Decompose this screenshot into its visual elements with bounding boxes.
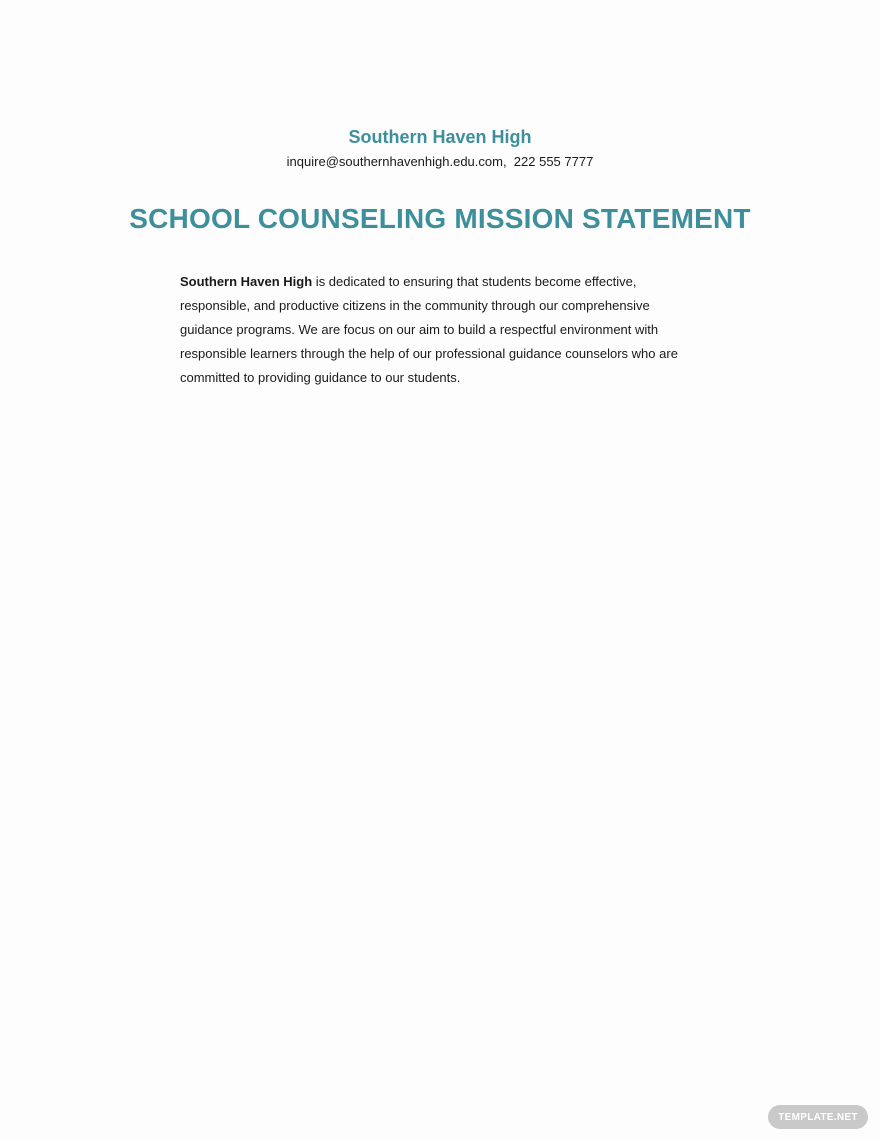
- mission-statement-lead: Southern Haven High: [180, 274, 313, 289]
- document-title: SCHOOL COUNSELING MISSION STATEMENT: [129, 203, 751, 234]
- mission-statement-paragraph: [180, 270, 700, 390]
- school-name-heading: Southern Haven High: [348, 127, 532, 147]
- contact-info: inquire@southernhavenhigh.edu.com, 222 555 7777: [286, 154, 594, 169]
- mission-statement-text: is dedicated to ensuring that students become effective, responsible, and productive citizens in the community through our comprehensive guidance programs. We are focus on our aim to build a respectful environment with responsible learners through the help of our professional guidance counselors who are committed to providing guidance to our students.: [180, 274, 678, 385]
- template-watermark-logo: TEMPLATE.NET: [768, 1105, 868, 1129]
